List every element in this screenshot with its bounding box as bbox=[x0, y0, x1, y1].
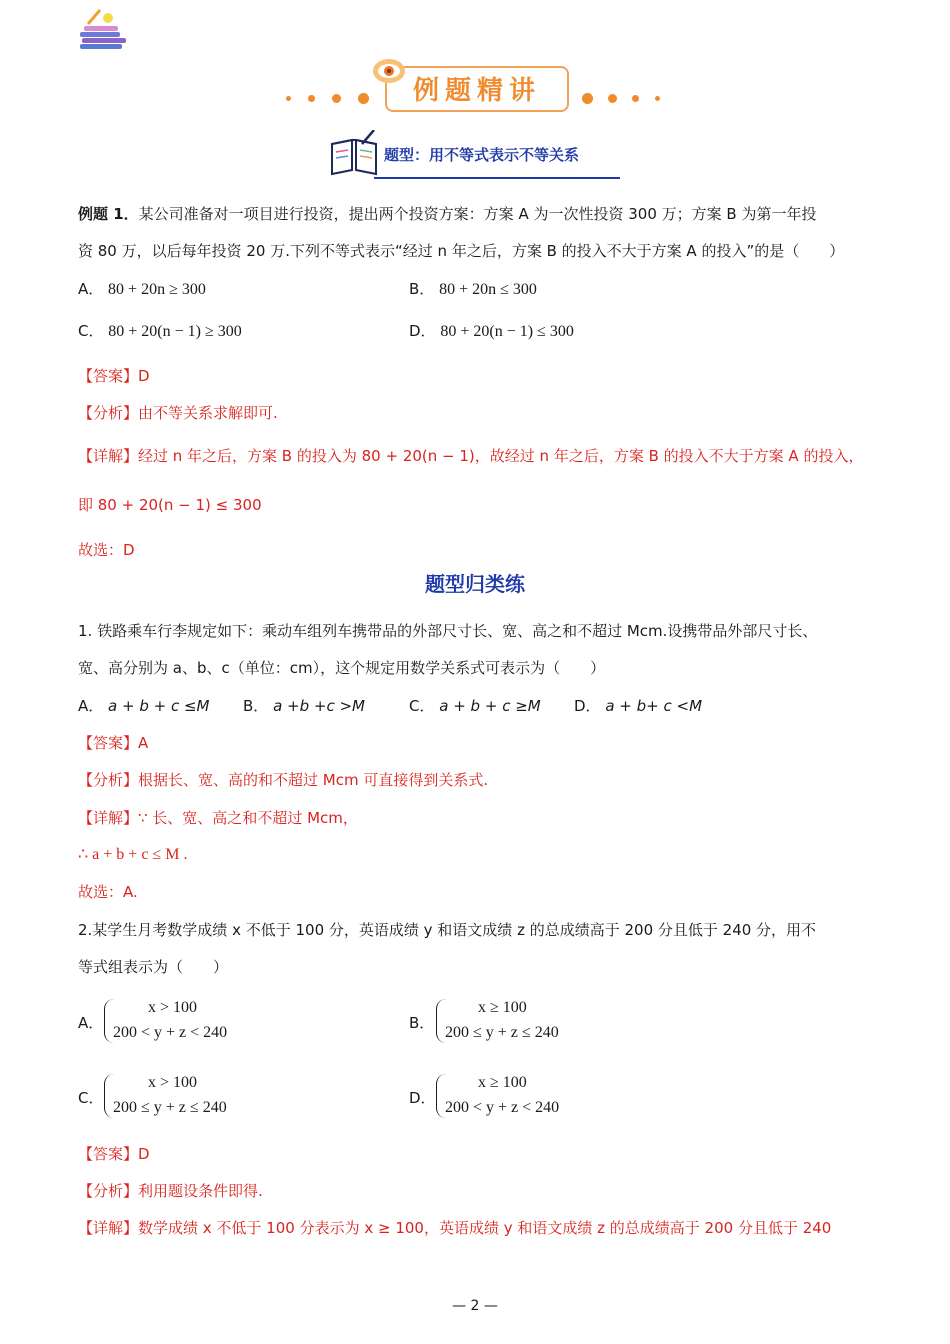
section-banner bbox=[280, 58, 670, 114]
q1-option-d: D． a + b+ c <M bbox=[574, 697, 703, 715]
banner-dot bbox=[655, 96, 660, 101]
banner-dot bbox=[632, 95, 639, 102]
banner-dot bbox=[332, 94, 341, 103]
example1-text-line1: 某公司准备对一项目进行投资，提出两个投资方案：方案 A 为一次性投资 300 万；方案 B 为第一年投 bbox=[138, 205, 817, 223]
q2-option-c-top: x > 100 bbox=[148, 1074, 198, 1091]
q1-analysis: 【分析】根据长、宽、高的和不超过 Mcm 可直接得到关系式. bbox=[78, 771, 489, 789]
banner-dot bbox=[286, 96, 291, 101]
q1-detail-line1: 【详解】∵ 长、宽、高之和不超过 Mcm， bbox=[78, 809, 358, 827]
q1-option-b: B． a +b +c >M bbox=[243, 697, 365, 715]
q2-option-a-bottom: 200 < y + z < 240 bbox=[113, 1024, 228, 1041]
q2-option-a-label: A． bbox=[78, 1014, 104, 1032]
q2-option-d-top: x ≥ 100 bbox=[478, 1074, 527, 1091]
q2-line2: 等式组表示为（ ） bbox=[78, 958, 229, 976]
q2-option-b-label: B． bbox=[409, 1014, 435, 1032]
q2-option-d-label: D． bbox=[409, 1089, 436, 1107]
q2-detail-line1: 【详解】数学成绩 x 不低于 100 分表示为 x ≥ 100，英语成绩 y 和语文成绩 z 的总成绩高于 200 分且低于 240 bbox=[78, 1219, 832, 1237]
q1-detail-line2: ∴ a + b + c ≤ M . bbox=[78, 846, 188, 863]
example1-choice: 故选：D bbox=[78, 541, 135, 559]
q2-analysis: 【分析】利用题设条件即得. bbox=[78, 1182, 263, 1200]
topic-heading-text: 题型：用不等式表示不等关系 bbox=[384, 146, 580, 164]
q1-answer: 【答案】A bbox=[78, 734, 149, 752]
topic-heading bbox=[328, 128, 624, 184]
example1-detail-line1: 【详解】经过 n 年之后，方案 B 的投入为 80 + 20(n − 1)，故经过 n 年之后，方案 B 的投入不大于方案 A 的投入， bbox=[78, 447, 864, 465]
example1-line1 bbox=[78, 204, 816, 224]
open-book-icon bbox=[328, 130, 380, 180]
banner-title: 例题精讲 bbox=[412, 76, 541, 106]
q1-choice: 故选：A. bbox=[78, 883, 138, 901]
banner-dot bbox=[608, 94, 617, 103]
topic-underline bbox=[374, 177, 620, 179]
practice-title: 题型归类练 bbox=[425, 572, 525, 596]
example1-line2: 资 80 万，以后每年投资 20 万.下列不等式表示“经过 n 年之后，方案 B 的投入不大于方案 A 的投入”的是（ ） bbox=[78, 242, 845, 260]
page-number: — 2 — bbox=[452, 1298, 498, 1314]
banner-dot bbox=[582, 93, 593, 104]
q2-line1: 2.某学生月考数学成绩 x 不低于 100 分，英语成绩 y 和语文成绩 z 的总成绩高于 200 分且低于 240 分，用不 bbox=[78, 921, 817, 939]
q2-option-a-top: x > 100 bbox=[148, 999, 198, 1016]
q1-line2: 宽、高分别为 a、b、c（单位：cm），这个规定用数学关系式可表示为（ ） bbox=[78, 659, 606, 677]
example1-option-c: C． 80 + 20(n − 1) ≥ 300 bbox=[78, 322, 242, 340]
q1-line1: 1. 铁路乘车行李规定如下：乘动车组列车携带品的外部尺寸长、宽、高之和不超过 Mcm.设携带品外部尺寸长、 bbox=[78, 622, 818, 640]
example1-option-a: A． 80 + 20n ≥ 300 bbox=[78, 280, 206, 298]
q2-option-c-bottom: 200 ≤ y + z ≤ 240 bbox=[113, 1099, 227, 1116]
example1-answer: 【答案】D bbox=[78, 367, 150, 385]
q2-option-d-bottom: 200 < y + z < 240 bbox=[445, 1099, 560, 1116]
q1-option-a: A． a + b + c ≤M bbox=[78, 697, 210, 715]
example1-analysis: 【分析】由不等关系求解即可. bbox=[78, 404, 278, 422]
example1-detail-line2: 即 80 + 20(n − 1) ≤ 300 bbox=[78, 496, 262, 514]
example1-label: 例题 1． bbox=[78, 205, 139, 223]
example1-option-b: B． 80 + 20n ≤ 300 bbox=[409, 280, 537, 298]
q2-answer: 【答案】D bbox=[78, 1145, 150, 1163]
q2-option-b-bottom: 200 ≤ y + z ≤ 240 bbox=[445, 1024, 559, 1041]
q1-option-c: C． a + b + c ≥M bbox=[409, 697, 541, 715]
books-icon bbox=[78, 8, 130, 50]
example1-option-d: D． 80 + 20(n − 1) ≤ 300 bbox=[409, 322, 574, 340]
q2-option-b-top: x ≥ 100 bbox=[478, 999, 527, 1016]
banner-dot bbox=[308, 95, 315, 102]
q2-option-c-label: C． bbox=[78, 1089, 104, 1107]
banner-dot bbox=[358, 93, 369, 104]
